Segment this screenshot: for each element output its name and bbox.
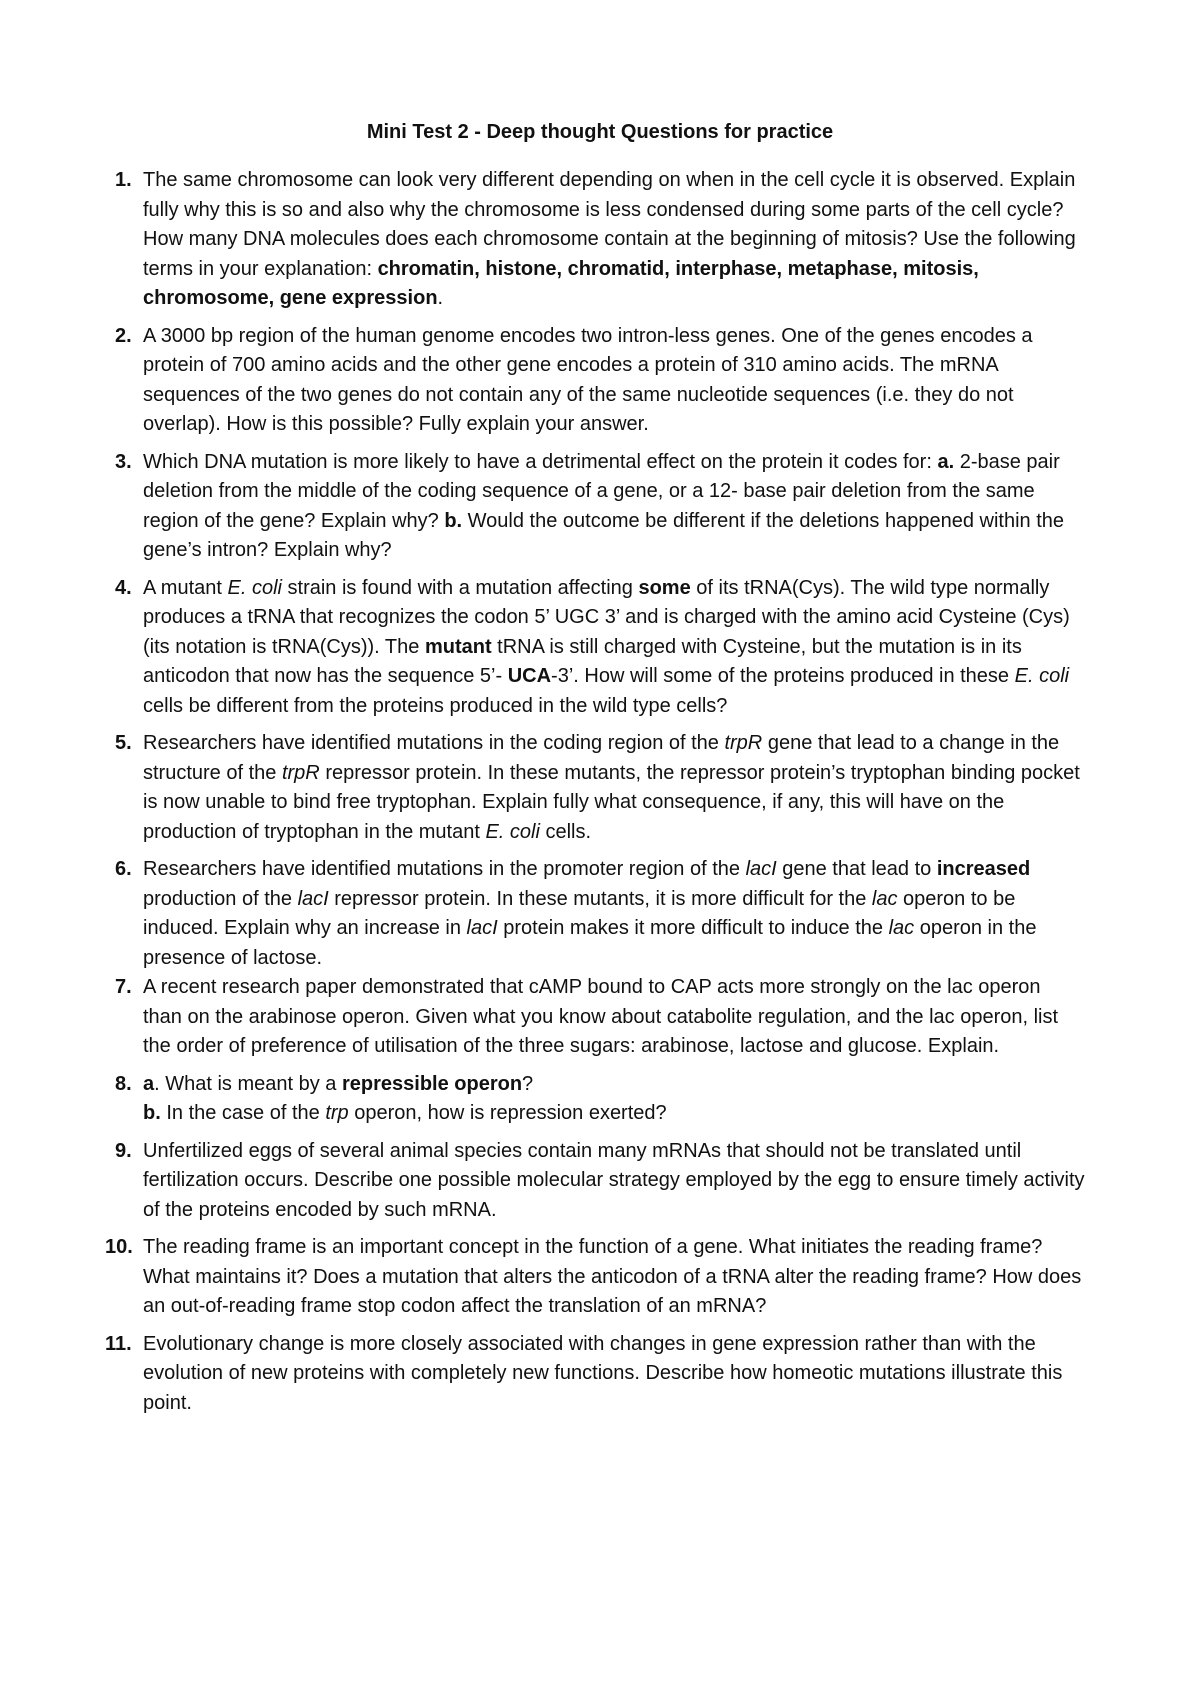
question-text-segment: trpR (281, 761, 320, 784)
question-number: 8. (115, 1072, 132, 1095)
question-text-segment: repressor protein. In these mutants, the repressor protein’s tryptophan binding pocket is now unable to bind free tryptophan. Explain fully what consequence, if any, this will have on the production of tryptophan in the mutant (143, 761, 1080, 843)
question-number: 1. (115, 169, 132, 191)
question-body (143, 166, 1085, 314)
question-subpart (143, 1099, 1085, 1129)
question-text-segment: some (638, 576, 691, 599)
question-text-segment: Would the outcome be different if the deletions happened within the gene’s intron? Explain why? (143, 509, 1065, 561)
question-item (105, 1330, 1085, 1419)
question-item (115, 973, 1085, 1062)
question-item (115, 448, 1085, 566)
question-list (105, 166, 1085, 1426)
question-text-segment: operon to be induced. Explain why an increase in (143, 887, 1016, 939)
question-text-segment: lac (871, 887, 898, 910)
question-body (143, 574, 1085, 722)
page-title: Mini Test 2 - Deep thought Questions for practice (366, 121, 834, 143)
question-text-segment: a. (937, 450, 955, 473)
question-text-segment: A mutant (143, 576, 228, 599)
question-text-segment: a (143, 1072, 155, 1095)
question-text-segment: -3’. How will some of the proteins produced in these (551, 665, 1015, 687)
question-text-segment: protein makes it more difficult to induce the (497, 917, 889, 939)
question-body (143, 855, 1085, 973)
question-text-segment: E. coli (1014, 665, 1070, 687)
question-item (115, 1070, 1085, 1129)
question-item (115, 322, 1085, 440)
question-text-segment: chromatin, histone, chromatid, interphase, metaphase, mitosis, chromosome, gene expression (143, 257, 979, 309)
question-number: 11. (105, 1332, 132, 1355)
question-body (143, 729, 1085, 847)
question-number: 4. (115, 576, 132, 599)
question-text-segment: tRNA is still charged with Cysteine, but the mutation is in its anticodon that now has the sequence 5’- (143, 635, 1022, 687)
question-text-segment: gene that lead to (776, 858, 937, 880)
question-body (143, 1233, 1085, 1322)
question-item (115, 729, 1085, 847)
question-text-segment: UCA (507, 665, 552, 687)
question-item (105, 1233, 1085, 1322)
question-number: 9. (115, 1139, 132, 1162)
question-text-segment: trp (325, 1102, 349, 1124)
question-text-segment: lac (888, 917, 915, 939)
question-text-segment: b. (143, 1102, 161, 1124)
question-text-segment: E. coli (227, 576, 282, 599)
question-number: 6. (115, 858, 132, 880)
question-text-segment: production of the (143, 887, 298, 910)
question-text-segment: operon in the presence of lactose. (143, 917, 1037, 969)
question-text-segment: . What is meant by a (154, 1072, 342, 1095)
question-body (143, 1070, 1085, 1129)
question-number: 10. (105, 1236, 133, 1258)
question-text-segment: increased (936, 858, 1031, 880)
question-number: 3. (115, 450, 132, 473)
question-text-segment: lacI (297, 887, 329, 910)
question-text-segment: cells. (539, 820, 592, 843)
question-text-segment: lacI (745, 858, 777, 880)
question-text-segment: Researchers have identified mutations in the promoter region of the (143, 858, 746, 880)
question-number: 2. (115, 324, 132, 347)
question-text-segment: repressible operon (341, 1072, 523, 1095)
question-text-segment: lacI (466, 917, 498, 939)
question-text-segment: Unfertilized eggs of several animal species contain many mRNAs that should not be translated until fertilization occurs. Describe one possible molecular strategy employed by the egg to ensure timely activity of the proteins encoded by such mRNA. (143, 1139, 1085, 1221)
question-text-segment: of its tRNA(Cys). The wild type normally produces a tRNA that recognizes the codon 5’ UGC 3’ and is charged with the amino acid Cysteine (Cys) (its notation is tRNA(Cys)). The (143, 576, 1070, 658)
question-text-segment: . (437, 287, 444, 309)
question-body (143, 322, 1085, 440)
question-text-segment: The reading frame is an important concept in the function of a gene. What initiates the reading frame? What maintains it? Does a mutation that alters the anticodon of a tRNA alter the reading frame? How does an out-of-reading frame stop codon affect the translation of an mRNA? (143, 1236, 1082, 1317)
question-item (115, 166, 1085, 314)
question-text-segment: Researchers have identified mutations in the coding region of the (143, 732, 725, 754)
question-body (143, 1137, 1085, 1226)
question-text-segment: b. (444, 509, 463, 532)
question-text-segment: Evolutionary change is more closely associated with changes in gene expression rather than with the evolution of new proteins with completely new functions. Describe how homeotic mutations illustrate this point. (143, 1332, 1063, 1414)
question-text-segment: mutant (424, 635, 492, 658)
question-text-segment: A recent research paper demonstrated that cAMP bound to CAP acts more strongly on the lac operon than on the arabinose operon. Given what you know about catabolite regulation, and the lac operon, list the order of preference of utilisation of the three sugars: arabinose, lactose and glucose. Explain. (143, 976, 1059, 1057)
question-body (143, 1330, 1085, 1419)
question-item (115, 1137, 1085, 1226)
question-text-segment: The same chromosome can look very different depending on when in the cell cycle it is observed. Explain fully why this is so and also why the chromosome is less condensed during some parts of the cell cycle? How many DNA molecules does each chromosome contain at the beginning of mitosis? Use the following terms in your explanation: (143, 169, 1076, 280)
question-body (143, 973, 1085, 1062)
question-text-segment: repressor protein. In these mutants, it is more difficult for the (328, 887, 872, 910)
question-text-segment: Which DNA mutation is more likely to have a detrimental effect on the protein it codes for: (143, 450, 938, 473)
question-text-segment: ? (522, 1072, 534, 1095)
question-text-segment: trpR (724, 732, 763, 754)
question-body (143, 448, 1085, 566)
question-text-segment: operon, how is repression exerted? (348, 1102, 667, 1124)
question-subpart (143, 1070, 1085, 1100)
question-number: 7. (115, 976, 132, 998)
question-item (115, 574, 1085, 722)
question-text-segment: E. coli (485, 820, 540, 843)
question-text-segment: gene that lead to a change in the structure of the (143, 732, 1060, 784)
question-text-segment: cells be different from the proteins produced in the wild type cells? (143, 694, 728, 717)
question-number: 5. (115, 732, 132, 754)
question-text-segment: strain is found with a mutation affecting (281, 576, 639, 599)
question-text-segment: 2-base pair deletion from the middle of the coding sequence of a gene, or a 12- base pair deletion from the same region of the gene? Explain why? (143, 450, 1060, 532)
question-text-segment: A 3000 bp region of the human genome encodes two intron-less genes. One of the genes encodes a protein of 700 amino acids and the other gene encodes a protein of 310 amino acids. The mRNA sequences of the two genes do not contain any of the same nucleotide sequences (i.e. they do not overlap). How is this possible? Fully explain your answer. (143, 324, 1033, 435)
question-item (115, 855, 1085, 973)
question-text-segment: In the case of the (160, 1102, 326, 1124)
